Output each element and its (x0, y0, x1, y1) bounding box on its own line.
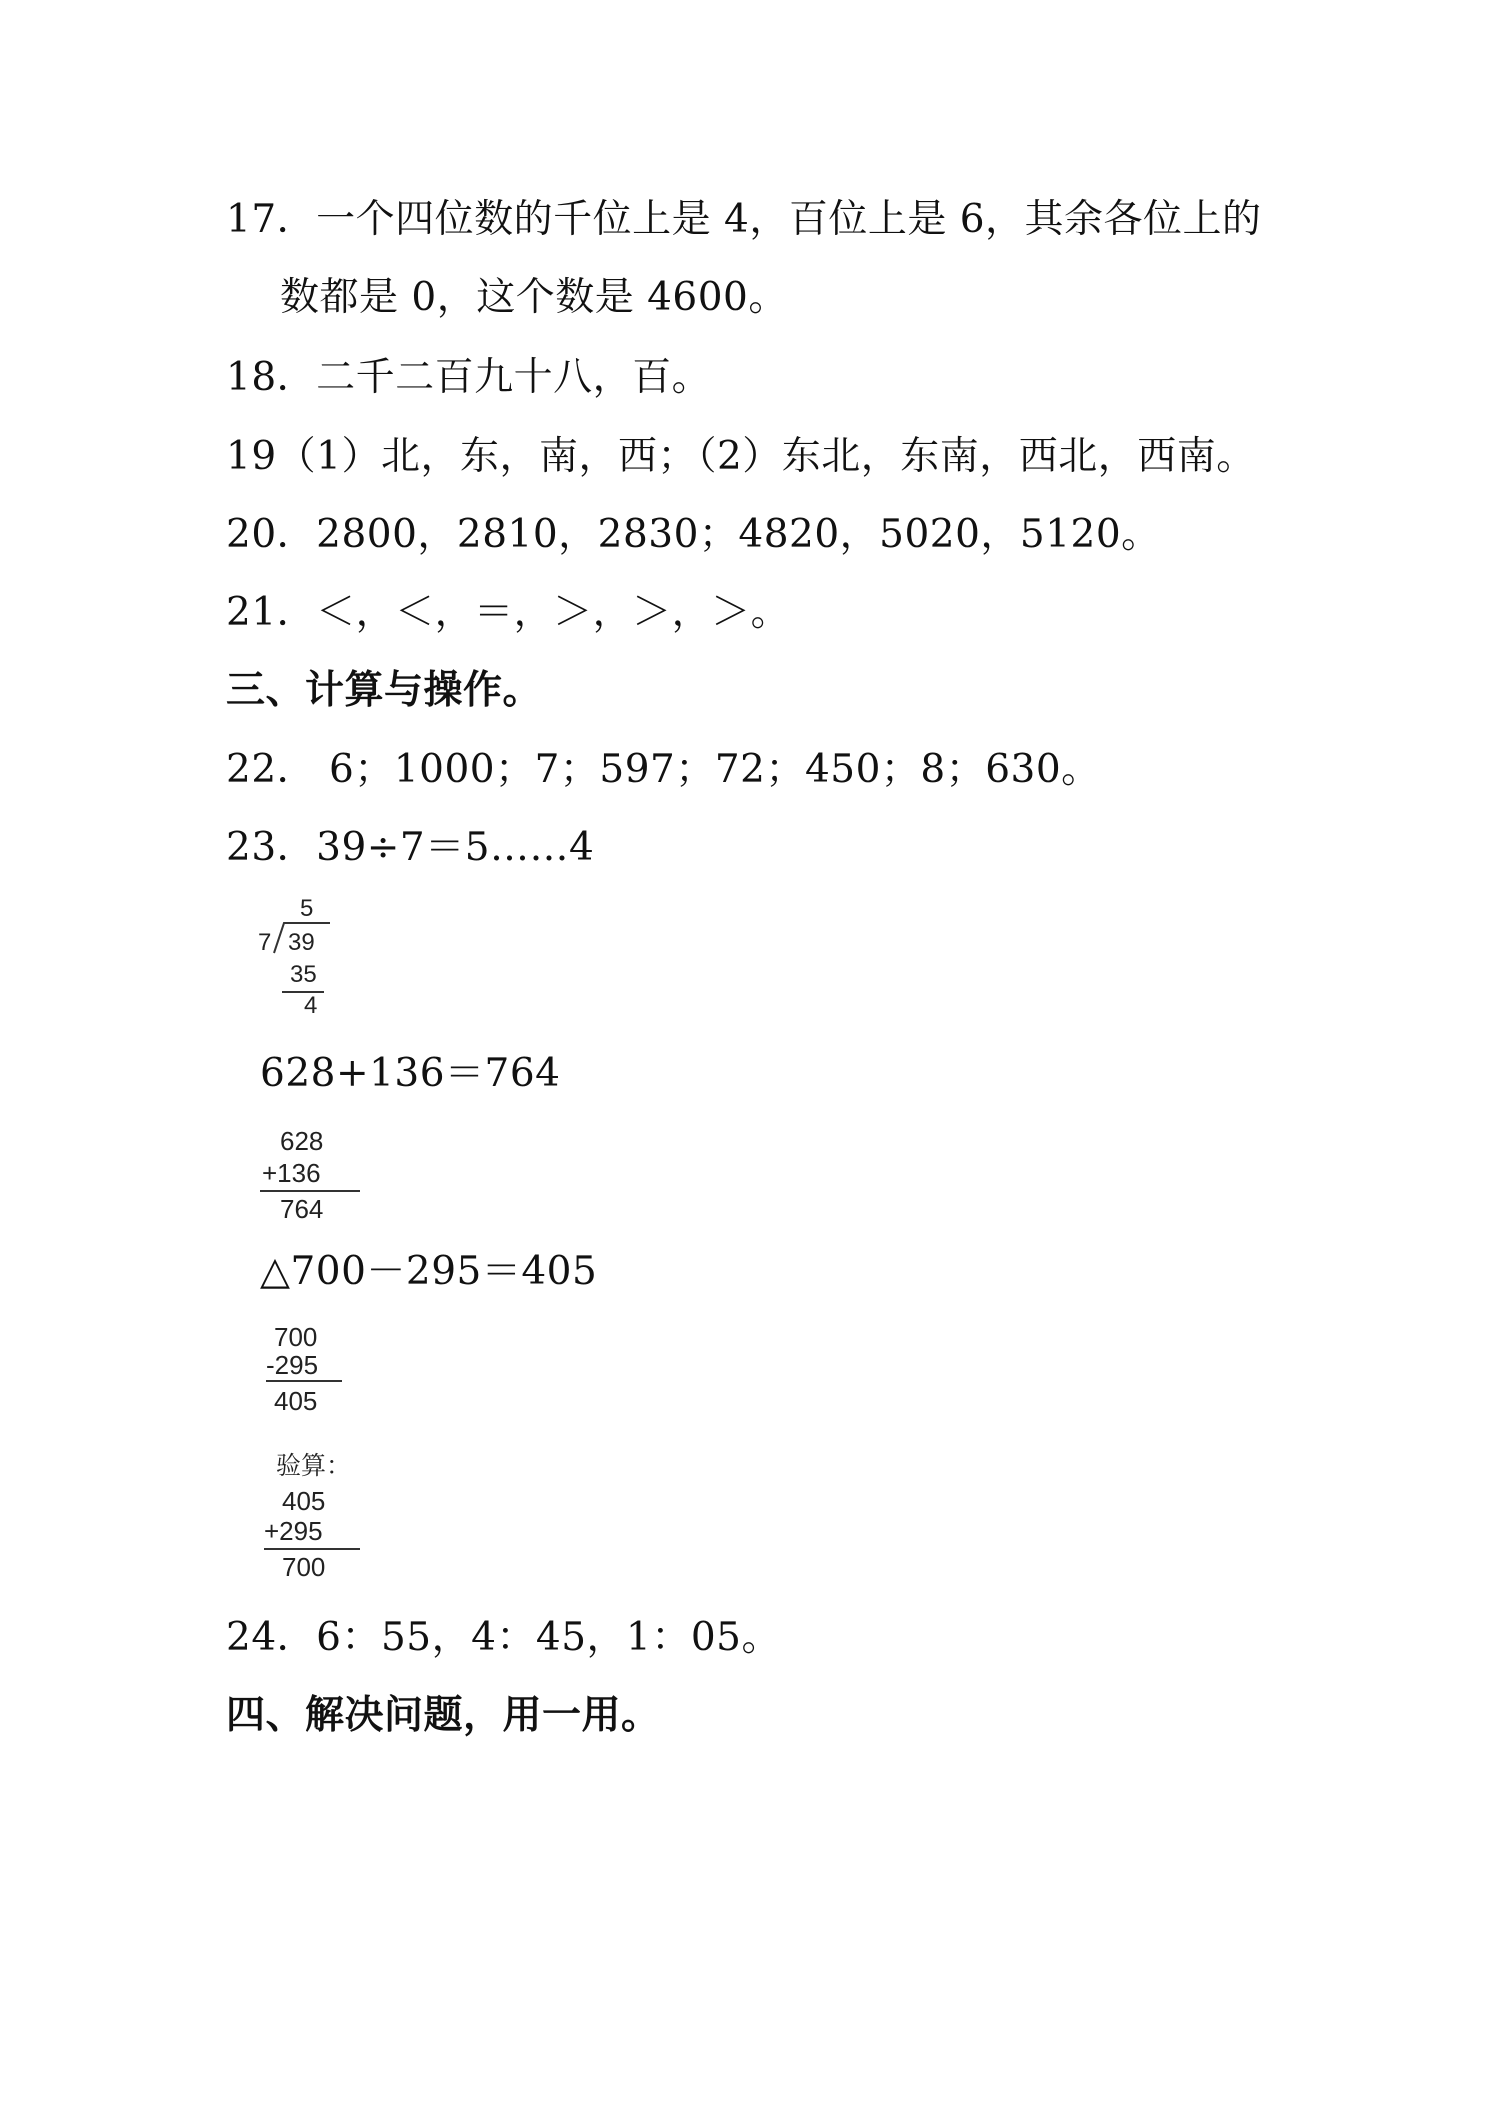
check-result: 700 (282, 1552, 326, 1582)
section-4-heading: 四、解决问题，用一用。 (226, 1693, 661, 1738)
answer-q18: 18．二千二百九十八，百。 (226, 355, 712, 400)
subtraction-bottom: -295 (266, 1350, 319, 1380)
addition-result: 764 (280, 1194, 324, 1224)
answer-q24: 24．6：55，4：45，1：05。 (226, 1615, 781, 1660)
answer-q19: 19（1）北，东，南，西；（2）东北，东南，西北，西南。 (226, 434, 1256, 479)
subtraction-result: 405 (274, 1386, 318, 1416)
division-product: 35 (290, 961, 317, 988)
division-remainder: 4 (304, 992, 318, 1019)
answer-q17-line2: 数都是 0，这个数是 4600。 (280, 275, 788, 320)
check-top: 405 (282, 1486, 326, 1516)
answer-q20: 20．2800，2810，2830；4820，5020，5120。 (226, 512, 1161, 557)
check-vertical-figure (264, 1486, 374, 1586)
addition-vertical-figure (258, 1126, 368, 1222)
check-rule (264, 1548, 360, 1550)
long-division-figure (258, 895, 338, 1020)
check-bottom: +295 (264, 1516, 323, 1546)
division-quotient: 5 (300, 895, 314, 922)
subtraction-equation: △700－295＝405 (260, 1249, 598, 1294)
addition-equation: 628+136＝764 (260, 1051, 561, 1096)
answer-q21: 21．＜，＜，＝，＞，＞，＞。 (226, 590, 791, 635)
section-3-heading: 三、计算与操作。 (226, 668, 543, 713)
subtraction-top: 700 (274, 1322, 318, 1352)
subtraction-vertical-figure (266, 1322, 366, 1418)
addition-rule (260, 1190, 360, 1192)
answer-q22: 22． 6；1000；7；597；72；450；8；630。 (226, 747, 1101, 792)
subtraction-rule (266, 1380, 342, 1382)
addition-top: 628 (280, 1126, 324, 1156)
answer-q17-line1: 17．一个四位数的千位上是 4，百位上是 6，其余各位上的 (226, 197, 1262, 242)
addition-bottom: +136 (262, 1158, 321, 1188)
division-rule (282, 991, 324, 993)
division-dividend: 39 (288, 929, 315, 956)
division-divisor: 7 (258, 929, 272, 956)
answer-q23-header: 23．39÷7＝5……4 (226, 825, 595, 870)
